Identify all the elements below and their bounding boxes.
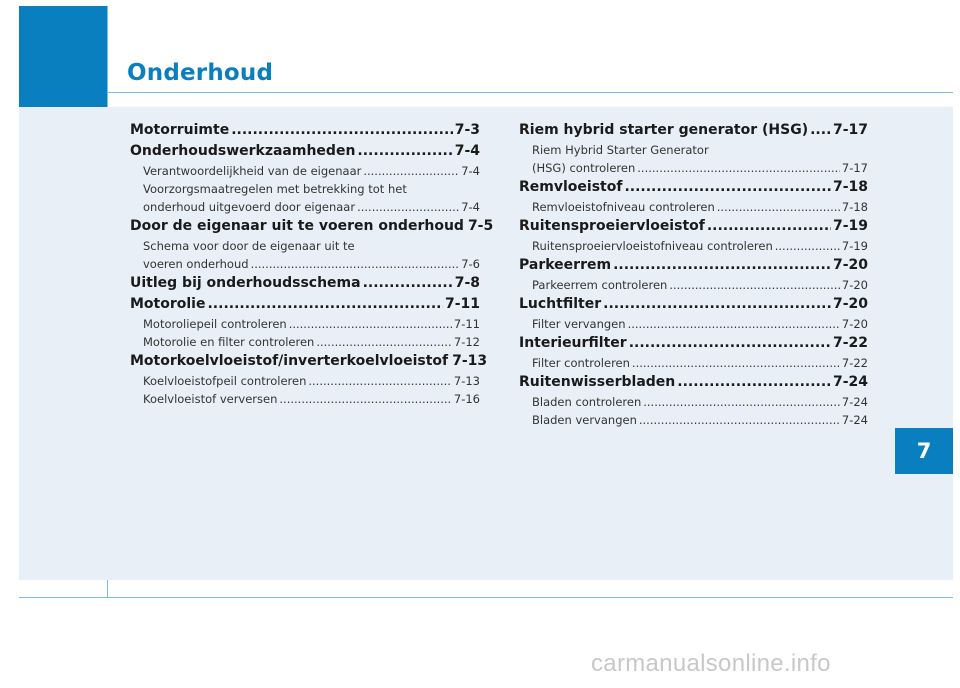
toc-entry-label: Luchtfilter xyxy=(519,296,602,312)
toc-entry-label: Motorruimte xyxy=(130,122,230,138)
toc-entry-page: 7-11 xyxy=(444,296,480,312)
toc-entry-page: 7-20 xyxy=(841,317,868,331)
toc-entry-ruitensproeier[interactable] xyxy=(519,216,868,237)
chapter-number: 7 xyxy=(916,439,932,463)
toc-entry-label: Koelvloeistof verversen xyxy=(143,392,278,406)
toc-entry-page: 7-13 xyxy=(452,353,488,369)
page-title: Onderhoud xyxy=(127,60,274,86)
toc-entry-motorruimte[interactable] xyxy=(130,120,480,141)
toc-subentry-line[interactable]: Riem Hybrid Starter Generator xyxy=(532,143,709,157)
toc-entry-page: 7-5 xyxy=(467,218,494,234)
toc-subentry-koelvloeistof-verversen[interactable] xyxy=(130,390,480,408)
toc-subentry-bladen-controleren[interactable] xyxy=(519,393,868,411)
toc-entry-page: 7-12 xyxy=(453,335,480,349)
toc-entry-label: voeren onderhoud xyxy=(143,257,249,271)
toc-entry-label: Riem hybrid starter generator (HSG) xyxy=(519,122,809,138)
toc-subentry-remvloeistofniveau[interactable] xyxy=(519,198,868,216)
toc-subentry-luchtfilter-vervangen[interactable] xyxy=(519,315,868,333)
toc-entry-page: 7-20 xyxy=(832,296,868,312)
toc-subentry-voorzorgsmaatregelen[interactable] xyxy=(130,198,480,216)
toc-entry-label: Motorkoelvloeistof/inverterkoelvloeistof xyxy=(130,353,449,369)
toc-entry-page: 7-6 xyxy=(461,257,480,271)
toc-entry-riem[interactable] xyxy=(519,120,868,141)
toc-entry-page: 7-4 xyxy=(454,143,480,159)
toc-entry-luchtfilter[interactable] xyxy=(519,294,868,315)
toc-entry-interieurfilter[interactable] xyxy=(519,333,868,354)
toc-entry-onderhoudswerkzaamheden[interactable] xyxy=(130,141,480,162)
toc-column-left xyxy=(130,120,494,408)
toc-entry-page: 7-16 xyxy=(453,392,480,406)
toc-entry-label: Ruitenwisserbladen xyxy=(519,374,676,390)
toc-entry-label: Filter vervangen xyxy=(532,317,626,331)
toc-entry-page: 7-24 xyxy=(841,413,868,427)
toc-entry-label: Bladen vervangen xyxy=(532,413,637,427)
toc-subentry-parkeerrem-controleren[interactable] xyxy=(519,276,868,294)
chapter-tab[interactable] xyxy=(895,428,953,474)
toc-entry-label: Onderhoudswerkzaamheden xyxy=(130,143,356,159)
toc-entry-label: Remvloeistof xyxy=(519,179,623,195)
toc-entry-page: 7-8 xyxy=(454,275,480,291)
toc-subentry-schema[interactable] xyxy=(130,255,480,273)
toc-entry-page: 7-22 xyxy=(841,356,868,370)
toc-entry-page: 7-18 xyxy=(841,200,868,214)
title-divider xyxy=(107,92,953,93)
toc-entry-label: Verantwoordelijkheid van de eigenaar xyxy=(143,164,362,178)
toc-entry-label: Door de eigenaar uit te voeren onderhoud xyxy=(130,218,464,234)
toc-entry-label: Ruitensproeiervloeistofniveau controleren xyxy=(532,239,773,253)
toc-entry-label: Interieurfilter xyxy=(519,335,627,351)
toc-entry-page: 7-4 xyxy=(461,200,480,214)
toc-entry-page: 7-19 xyxy=(832,218,868,234)
toc-entry-label: Parkeerrem xyxy=(519,257,612,273)
toc-entry-label: Uitleg bij onderhoudsschema xyxy=(130,275,361,291)
watermark-text: carmanualsonline.info xyxy=(591,650,831,677)
toc-subentry-line[interactable]: Schema voor door de eigenaar uit te xyxy=(143,239,355,253)
bottom-divider xyxy=(19,597,953,598)
toc-entry-page: 7-3 xyxy=(454,122,480,138)
toc-subentry-riem[interactable] xyxy=(519,159,868,177)
toc-subentry-motorolie-filter[interactable] xyxy=(130,333,480,351)
toc-subentry-line[interactable]: Voorzorgsmaatregelen met betrekking tot het xyxy=(143,182,407,196)
toc-entry-page: 7-13 xyxy=(453,374,480,388)
toc-entry-label: Filter controleren xyxy=(532,356,630,370)
toc-column-right xyxy=(519,120,868,429)
toc-entry-label: (HSG) controleren xyxy=(532,161,636,175)
toc-subentry-motoroliepeil[interactable] xyxy=(130,315,480,333)
toc-entry-label: Koelvloeistofpeil controleren xyxy=(143,374,307,388)
toc-subentry-ruitensproeier-niveau[interactable] xyxy=(519,237,868,255)
toc-subentry-interieurfilter-controleren[interactable] xyxy=(519,354,868,372)
toc-entry-parkeerrem[interactable] xyxy=(519,255,868,276)
toc-entry-ruitenwisserbladen[interactable] xyxy=(519,372,868,393)
toc-entry-remvloeistof[interactable] xyxy=(519,177,868,198)
toc-entry-label: Motorolie en filter controleren xyxy=(143,335,315,349)
toc-entry-page: 7-17 xyxy=(832,122,868,138)
toc-entry-door-eigenaar[interactable] xyxy=(130,216,494,237)
toc-subentry-bladen-vervangen[interactable] xyxy=(519,411,868,429)
chapter-color-block xyxy=(19,6,107,107)
toc-entry-page: 7-18 xyxy=(832,179,868,195)
toc-entry-motorkoelvloeistof[interactable] xyxy=(130,351,488,372)
toc-entry-label: Parkeerrem controleren xyxy=(532,278,668,292)
toc-entry-page: 7-17 xyxy=(841,161,868,175)
toc-entry-label: Bladen controleren xyxy=(532,395,642,409)
toc-entry-motorolie[interactable] xyxy=(130,294,480,315)
toc-entry-page: 7-22 xyxy=(832,335,868,351)
toc-entry-page: 7-20 xyxy=(841,278,868,292)
toc-entry-page: 7-4 xyxy=(461,164,480,178)
toc-entry-page: 7-11 xyxy=(453,317,480,331)
toc-entry-page: 7-19 xyxy=(841,239,868,253)
toc-entry-label: onderhoud uitgevoerd door eigenaar xyxy=(143,200,356,214)
toc-entry-label: Motorolie xyxy=(130,296,206,312)
toc-entry-page: 7-24 xyxy=(832,374,868,390)
toc-entry-uitleg[interactable] xyxy=(130,273,480,294)
toc-subentry-koelvloeistofpeil[interactable] xyxy=(130,372,480,390)
toc-subentry-verantwoordelijkheid[interactable] xyxy=(130,162,480,180)
toc-entry-page: 7-24 xyxy=(841,395,868,409)
toc-entry-page: 7-20 xyxy=(832,257,868,273)
toc-entry-label: Motoroliepeil controleren xyxy=(143,317,287,331)
toc-entry-label: Ruitensproeiervloeistof xyxy=(519,218,705,234)
toc-entry-label: Remvloeistofniveau controleren xyxy=(532,200,715,214)
